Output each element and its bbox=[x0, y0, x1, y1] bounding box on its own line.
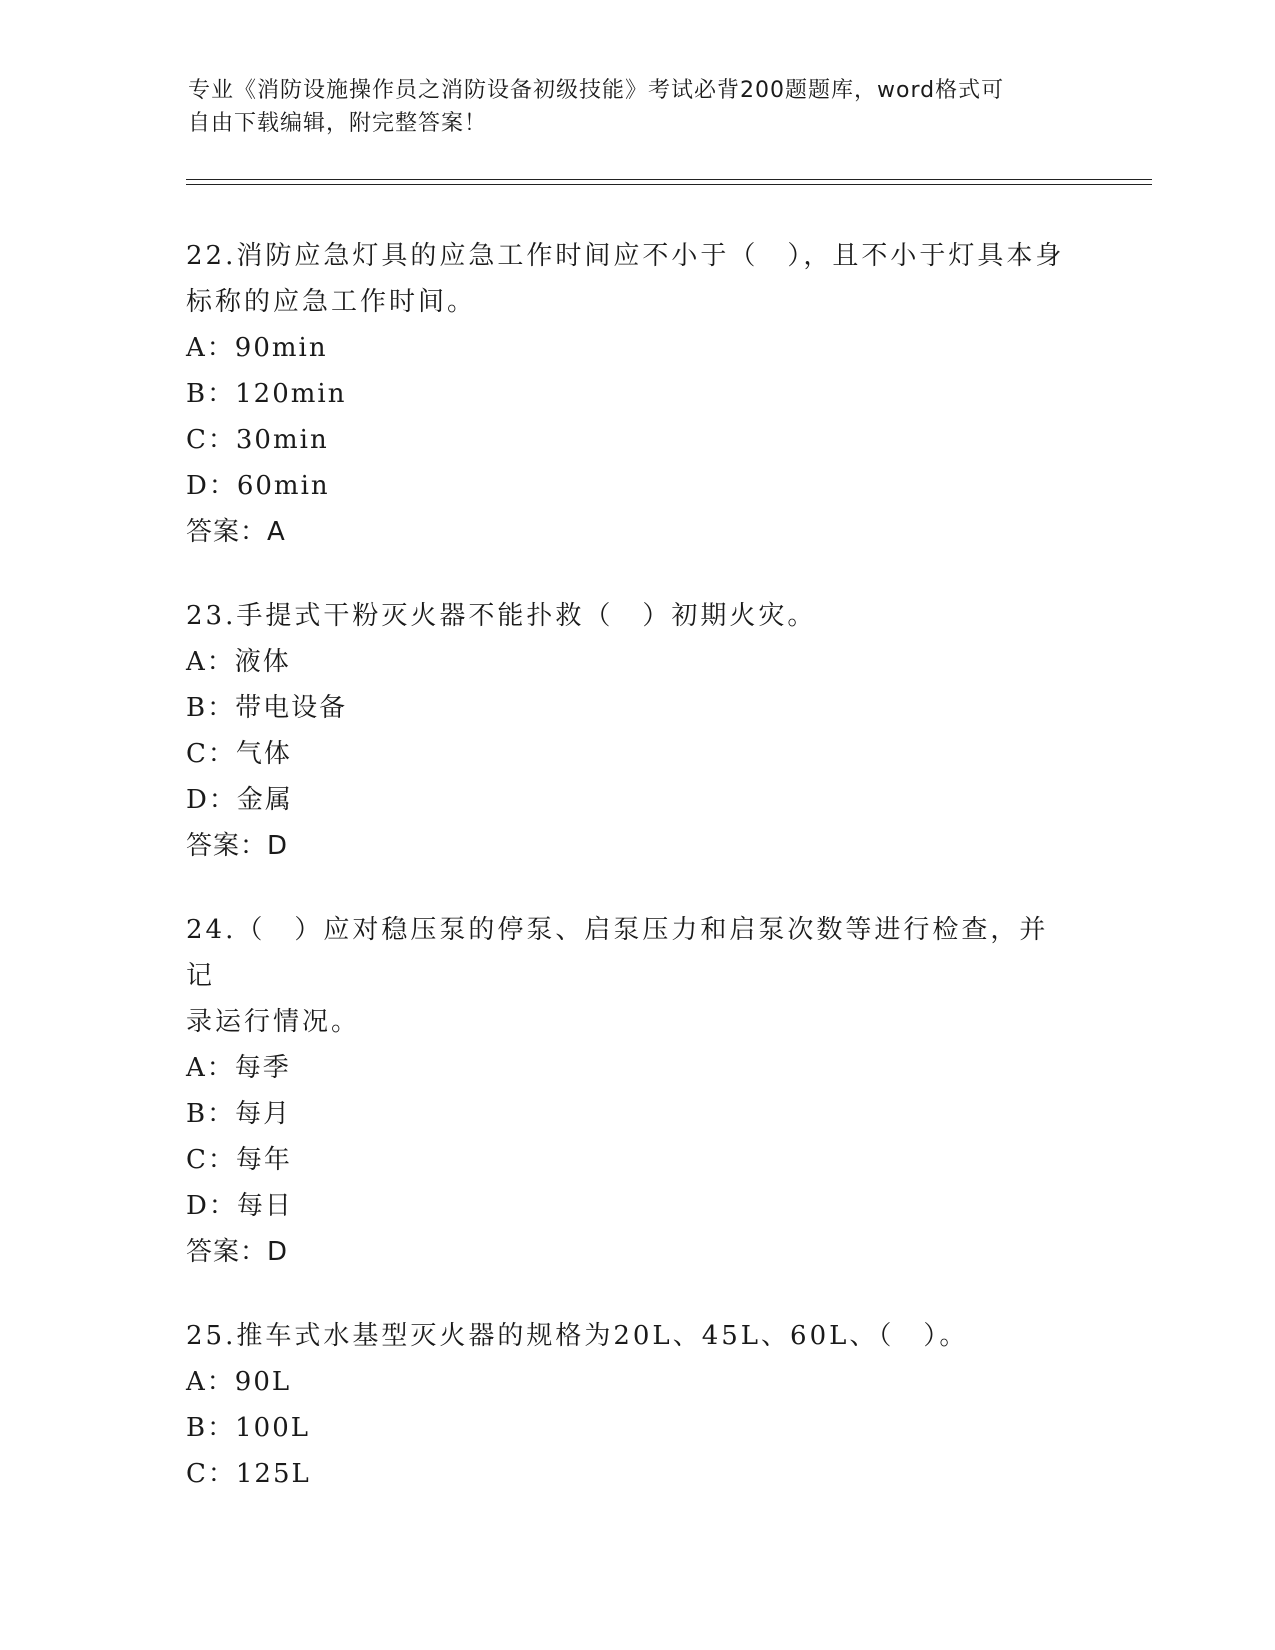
option-a: A：90min bbox=[186, 333, 328, 363]
question-24 bbox=[186, 907, 1076, 1275]
question-22 bbox=[186, 233, 1076, 555]
option-c: C：每年 bbox=[186, 1145, 292, 1175]
option-a: A：90L bbox=[186, 1367, 292, 1397]
option-d: D：每日 bbox=[186, 1191, 293, 1221]
option-d: D：60min bbox=[186, 471, 330, 501]
answer: 答案：D bbox=[186, 831, 289, 861]
option-a: A：液体 bbox=[186, 647, 291, 677]
answer: 答案：A bbox=[186, 517, 286, 547]
question-23 bbox=[186, 593, 1076, 869]
header-line-1: 专业《消防设施操作员之消防设备初级技能》考试必背200题题库，word格式可 bbox=[188, 78, 1005, 103]
question-text: 23.手提式干粉灭火器不能扑救（ ）初期火灾。 bbox=[186, 601, 817, 631]
option-c: C：125L bbox=[186, 1459, 311, 1489]
header-line-2: 自由下载编辑，附完整答案！ bbox=[188, 111, 488, 136]
header-rule-bottom bbox=[186, 184, 1152, 185]
option-c: C：30min bbox=[186, 425, 329, 455]
option-d: D：金属 bbox=[186, 785, 293, 815]
question-text: 24.（ ）应对稳压泵的停泵、启泵压力和启泵次数等进行检查，并记 bbox=[186, 915, 1049, 991]
option-a: A：每季 bbox=[186, 1053, 291, 1083]
question-25 bbox=[186, 1313, 1076, 1497]
question-text-continued: 录运行情况。 bbox=[186, 1007, 361, 1037]
question-text: 22.消防应急灯具的应急工作时间应不小于（ ），且不小于灯具本身 bbox=[186, 241, 1065, 271]
answer: 答案：D bbox=[186, 1237, 289, 1267]
header-rule-top bbox=[186, 179, 1152, 180]
question-text: 25.推车式水基型灭火器的规格为20L、45L、60L、（ ）。 bbox=[186, 1321, 969, 1351]
document-header bbox=[188, 74, 1068, 140]
option-c: C：气体 bbox=[186, 739, 292, 769]
question-list bbox=[186, 233, 1076, 1535]
question-text-continued: 标称的应急工作时间。 bbox=[186, 287, 477, 317]
option-b: B：100L bbox=[186, 1413, 310, 1443]
option-b: B：每月 bbox=[186, 1099, 292, 1129]
option-b: B：带电设备 bbox=[186, 693, 348, 723]
option-b: B：120min bbox=[186, 379, 347, 409]
